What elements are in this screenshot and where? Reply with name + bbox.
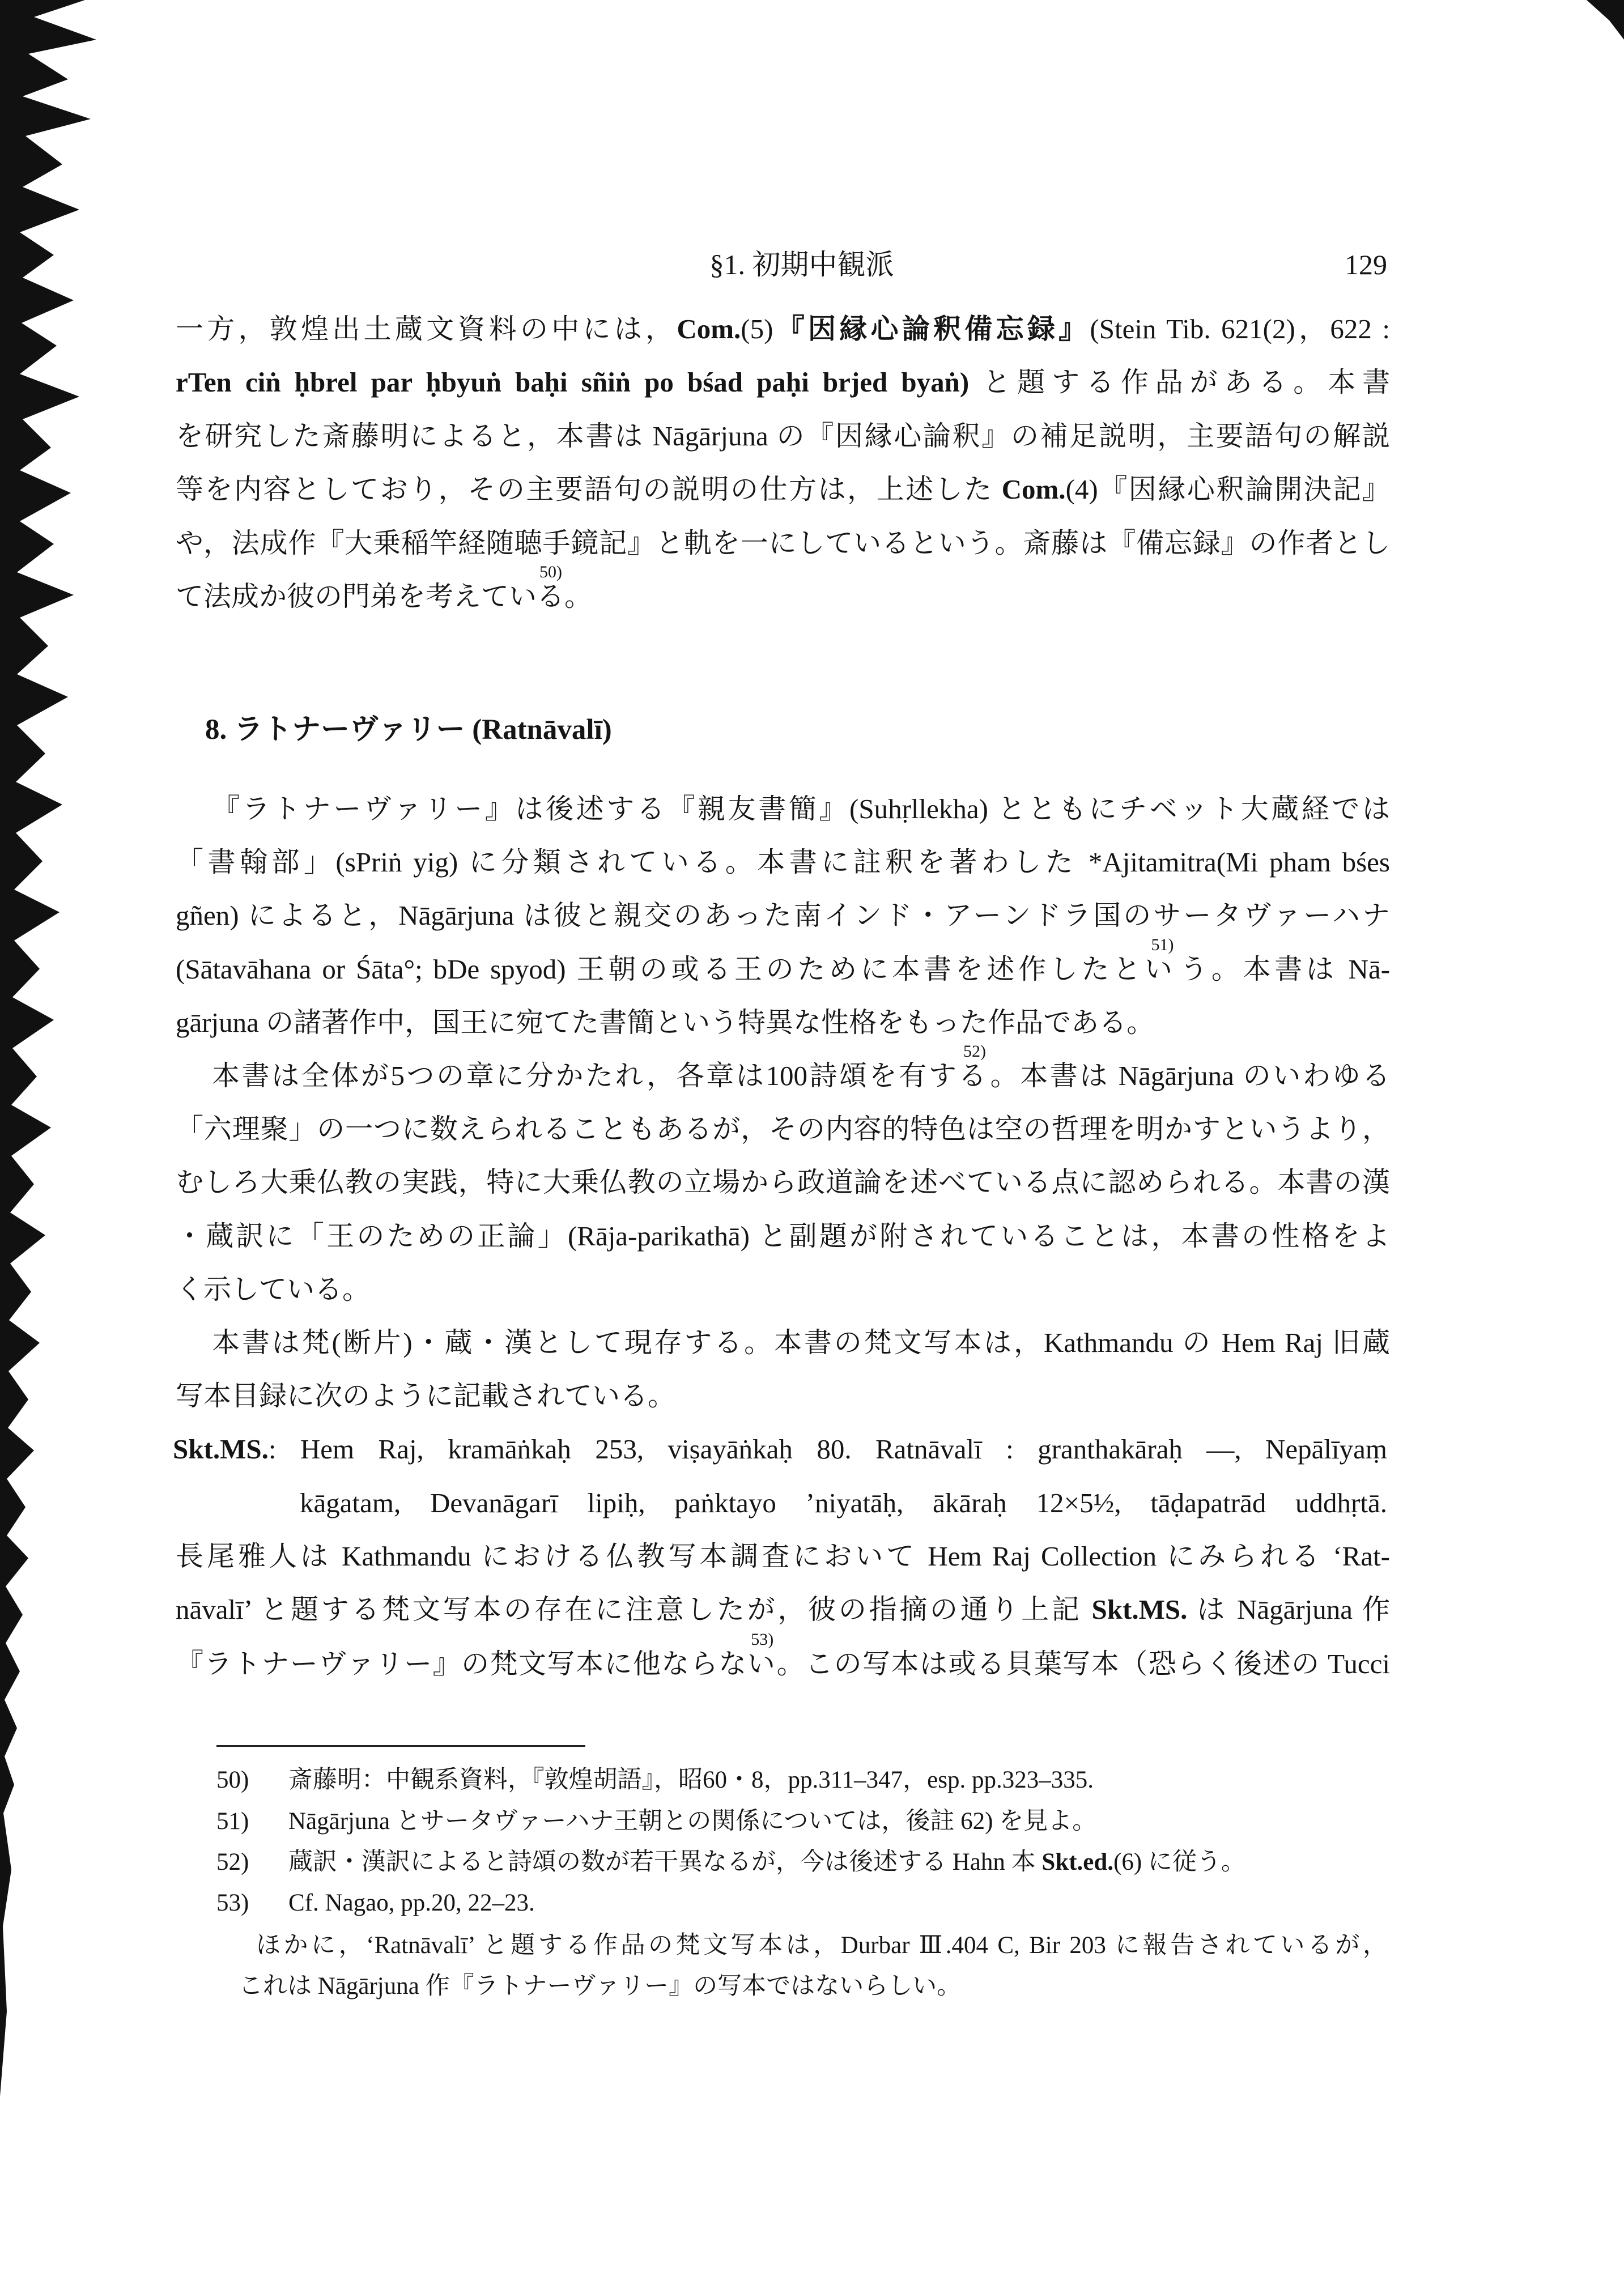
text-run: 本書は梵(断片)・蔵・漢として現存する。本書の梵文写本は，Kathmandu の Hem Raj 旧蔵 — [212, 1327, 1390, 1358]
footnote-line — [256, 1930, 1387, 1962]
footnote-line — [239, 1971, 961, 2002]
text-run: 長尾雅人は Kathmandu における仏教写本調査において Hem Raj Collection にみられる ‘Rat- — [176, 1541, 1390, 1572]
text-run: 。本書は Nāgārjuna のいわゆる — [988, 1060, 1390, 1091]
text-run: kāgatam, Devanāgarī lipiḥ, paṅktayo ’niyatāḥ, ākāraḥ 12×5½, tāḍapatrād uddhṛtā. — [300, 1487, 1387, 1518]
paragraph-line — [176, 1376, 675, 1416]
paragraph-line — [176, 1003, 1154, 1043]
paragraph-line — [176, 524, 1390, 563]
text-run: (Stein Tib. 621(2)，622 : — [1090, 313, 1390, 344]
text-run: (5) — [741, 313, 773, 344]
text-run: て法成か彼の門弟を考えている — [176, 581, 565, 612]
paragraph-line — [176, 1270, 370, 1309]
text-run: ・蔵訳に「王のための正論」(Rāja-parikathā) と副題が附されていることは，本書の性格をよ — [176, 1220, 1390, 1252]
text-run: 一方，敦煌出土蔵文資料の中には， — [176, 313, 677, 344]
text-run: gārjuna の諸著作中，国王に宛てた書簡という特異な性格をもった作品である。 — [176, 1007, 1155, 1038]
skt-ms-line — [300, 1483, 1387, 1523]
page-number: 129 — [1345, 249, 1387, 280]
text-run: は Nāgārjuna 作 — [1187, 1594, 1390, 1625]
text-run: Cf. Nagao, pp.20, 22–23. — [288, 1890, 535, 1916]
text-run: 『ラトナーヴァリー』は後述する『親友書簡』(Suhṛllekha) とともにチベット大蔵経では — [212, 793, 1390, 824]
bold-text-run: Com. — [1001, 474, 1066, 505]
footnote-number: 52) — [216, 1849, 249, 1875]
text-run: 写本目録に次のように記載されている。 — [176, 1380, 676, 1411]
bold-text-run: 『因縁心論釈備忘録』 — [773, 313, 1090, 344]
paragraph-line — [212, 1323, 1390, 1363]
bold-text-run: Skt.MS. — [173, 1433, 269, 1465]
paragraph-line — [176, 1163, 1390, 1202]
text-run: gñen) によると，Nāgārjuna は彼と親交のあった南インド・アーンドラ国のサータヴァーハナ — [176, 900, 1390, 931]
text-run: 本書は全体が5つの章に分かたれ，各章は100詩頌を有する — [212, 1060, 989, 1091]
bold-text-run: Skt.MS. — [1091, 1594, 1188, 1625]
paragraph-line — [212, 789, 1390, 829]
text-run: く示している。 — [176, 1274, 371, 1305]
paragraph-line — [176, 563, 593, 616]
text-run: 。 — [564, 581, 593, 612]
text-run: むしろ大乗仏教の実践，特に大乗仏教の立場から政道論を述べている点に認められる。本書の漢 — [176, 1167, 1390, 1198]
text-run: を研究した斎藤明によると，本書は Nāgārjuna の『因縁心論釈』の補足説明，主要語句の解説 — [176, 420, 1390, 452]
text-run: や，法成作『大乗稲竿経随聴手鏡記』と軌を一にしているという。斎藤は『備忘録』の作者とし — [176, 527, 1390, 559]
text-run: 「書翰部」(sPriṅ yig) に分類されている。本書に註釈を著わした *Ajitamitra(Mi pham bśes — [176, 846, 1390, 878]
paragraph-line — [176, 1109, 1390, 1149]
bold-text-run: Skt.ed. — [1041, 1849, 1114, 1875]
text-run: Nāgārjuna とサータヴァーハナ王朝との関係については，後註 62) を見よ。 — [288, 1808, 1097, 1835]
footnote-line — [288, 1847, 1245, 1878]
text-run: ほかに，‘Ratnāvalī’ と題する作品の梵文写本は，Durbar Ⅲ.404 C, Bir 203 に報告されているが， — [256, 1932, 1387, 1959]
text-run: と題する作品がある。本書 — [969, 367, 1390, 398]
paragraph-line — [212, 1042, 1390, 1096]
note-reference-number: 53) — [751, 1630, 774, 1649]
footnote-number: 50) — [216, 1767, 249, 1793]
section-heading-number: 8. — [205, 714, 227, 746]
scan-corner-mark — [1581, 0, 1624, 45]
footnote-rule — [216, 1745, 585, 1747]
section-heading-title: ラトナーヴァリー — [234, 714, 465, 746]
note-reference-number: 51) — [1151, 935, 1174, 954]
footnote-line — [288, 1887, 535, 1919]
text-run: 。この写本は或る貝葉写本（恐らく後述の Tucci — [776, 1648, 1390, 1679]
text-run: 等を内容としており，その主要語句の説明の仕方は，上述した — [176, 474, 1002, 505]
paragraph-line — [176, 896, 1390, 935]
paragraph-line — [176, 470, 1390, 509]
text-run: 「六理聚」の一つに数えられることもあるが，その内容的特色は空の哲理を明かすというより， — [176, 1113, 1390, 1145]
paragraph-line — [176, 1216, 1390, 1256]
skt-ms-line — [173, 1430, 1387, 1469]
text-run: (4)『因縁心釈論開決記』 — [1065, 474, 1390, 505]
text-run: (6) に従う。 — [1113, 1849, 1245, 1875]
text-run: 蔵訳・漢訳によると詩頌の数が若干異なるが，今は後述する Hahn 本 — [288, 1849, 1042, 1875]
paragraph-line — [176, 1590, 1390, 1630]
bold-text-run: rTen ciṅ ḥbrel par ḥbyuṅ baḥi sñiṅ po bśad paḥi brjed byaṅ) — [176, 367, 970, 398]
bold-text-run: Com. — [677, 313, 741, 344]
footnote-number: 53) — [216, 1890, 249, 1916]
paragraph-line — [176, 1630, 1390, 1684]
paragraph-line — [176, 1537, 1390, 1576]
text-run: (Sātavāhana or Śāta°; bDe spyod) 王朝の或る王のために本書を述作したとい — [176, 954, 1176, 985]
section-title: §1. 初期中観派 — [709, 249, 894, 280]
text-run: う。本書は Nā- — [1176, 954, 1391, 985]
paragraph-line — [176, 935, 1391, 989]
text-run: 『ラトナーヴァリー』の梵文写本に他ならない — [176, 1648, 776, 1679]
paragraph-line — [176, 416, 1390, 456]
text-run: 斎藤明：中観系資料，『敦煌胡語』，昭60・8，pp.311–347，esp. pp.323–335. — [288, 1767, 1094, 1793]
section-heading-original-title: (Ratnāvalī) — [472, 714, 612, 746]
note-reference-number: 50) — [539, 563, 563, 581]
section-heading — [205, 710, 612, 750]
footnote-line — [288, 1764, 1094, 1796]
text-run: : Hem Raj, kramāṅkaḥ 253, viṣayāṅkaḥ 80. Ratnāvalī : granthakāraḥ —, Nepālīyaṃ — [268, 1433, 1387, 1465]
paragraph-line — [176, 363, 1390, 402]
paragraph-line — [176, 843, 1390, 882]
text-run: nāvalī’ と題する梵文写本の存在に注意したが，彼の指摘の通り上記 — [176, 1594, 1092, 1625]
text-run: これは Nāgārjuna 作『ラトナーヴァリー』の写本ではないらしい。 — [239, 1973, 962, 2000]
footnote-line — [288, 1806, 1096, 1837]
scan-binding-shadow — [0, 0, 113, 2293]
note-reference-number: 52) — [963, 1042, 987, 1061]
footnote-number: 51) — [216, 1808, 249, 1835]
paragraph-line — [176, 309, 1390, 349]
